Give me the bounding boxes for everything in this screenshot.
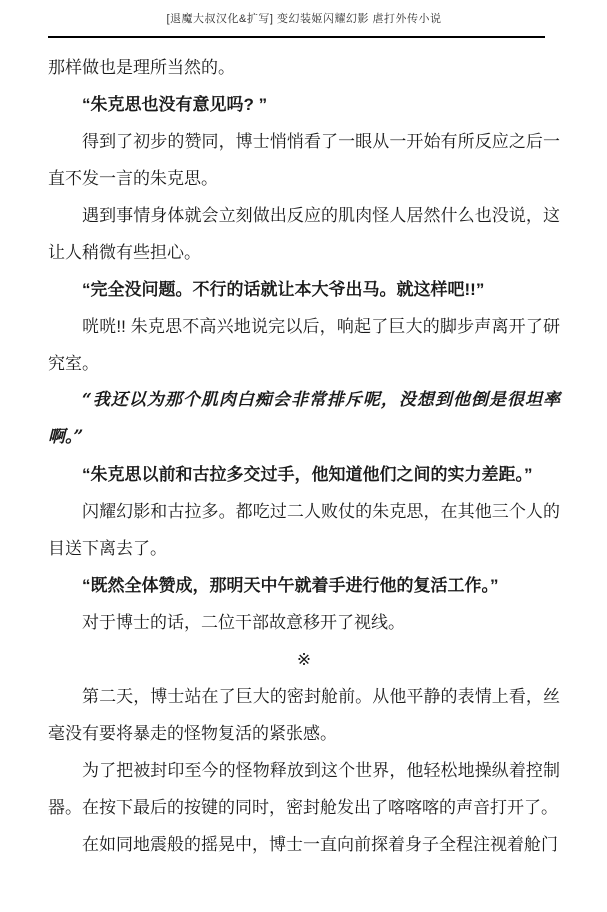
paragraph: 得到了初步的赞同，博士悄悄看了一眼从一开始有所反应之后一直不发一言的朱克思。 — [48, 132, 560, 188]
paragraph: 对于博士的话，二位干部故意移开了视线。 — [82, 613, 405, 632]
paragraph: “朱克思也没有意见吗? ” — [82, 95, 268, 114]
paragraph: “完全没问题。不行的话就让本大爷出马。就这样吧!!” — [82, 280, 485, 299]
paragraph: “我还以为那个肌肉白痴会非常排斥呢，没想到他倒是很坦率啊。” — [48, 390, 560, 447]
section-separator: ※ — [296, 650, 312, 669]
paragraph: “既然全体赞成，那明天中午就着手进行他的复活工作。” — [82, 576, 499, 595]
page-header-title: [退魔大叔汉化&扩写] 变幻装姬闪耀幻影 虐打外传小说 — [166, 13, 442, 25]
paragraph: 那样做也是理所当然的。 — [48, 58, 235, 77]
paragraph: “朱克思以前和古拉多交过手，他知道他们之间的实力差距。” — [82, 465, 533, 484]
document-body — [48, 49, 560, 863]
paragraph: 咣咣!! 朱克思不高兴地说完以后，响起了巨大的脚步声离开了研究室。 — [48, 317, 560, 373]
paragraph: 遇到事情身体就会立刻做出反应的肌肉怪人居然什么也没说，这让人稍微有些担心。 — [48, 206, 560, 262]
paragraph: 为了把被封印至今的怪物释放到这个世界，他轻松地操纵着控制器。在按下最后的按键的同时，密封舱发出了喀喀喀的声音打开了。 — [48, 761, 560, 817]
page-header — [48, 12, 560, 38]
paragraph: 在如同地震般的摇晃中，博士一直向前探着身子全程注视着舱门 — [82, 835, 558, 854]
paragraph: 第二天，博士站在了巨大的密封舱前。从他平静的表情上看，丝毫没有要将暴走的怪物复活的紧张感。 — [48, 687, 560, 743]
paragraph: 闪耀幻影和古拉多。都吃过二人败仗的朱克思，在其他三个人的目送下离去了。 — [48, 502, 560, 558]
header-divider — [48, 36, 545, 38]
